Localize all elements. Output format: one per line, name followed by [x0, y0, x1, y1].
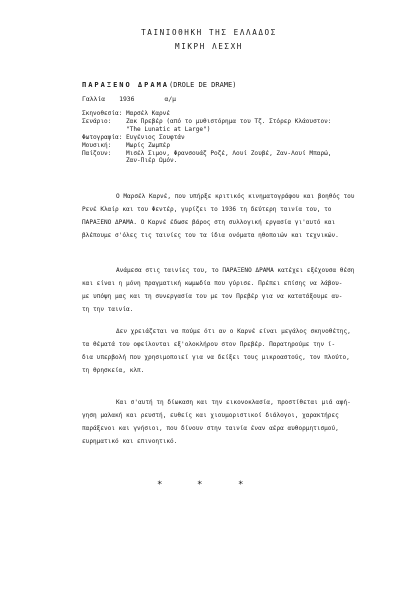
paragraph-line: τη θρησκεία, κλπ. — [82, 367, 145, 374]
archive-name: ΤΑΙΝΙΟΘΗΚΗ ΤΗΣ ΕΛΛΑΔΟΣ — [141, 28, 277, 37]
paragraph-1 — [82, 190, 372, 242]
credits-block — [82, 110, 331, 165]
paragraph-line: ευρηματικό και επινοητικό. — [82, 438, 178, 445]
paragraph-3 — [82, 325, 372, 377]
paragraph-line: Ρενέ Κλαίρ και του Φεντέρ, γυρίζει το 1936 τη δεύτερη ταινία του, το — [82, 206, 332, 213]
film-title — [82, 81, 236, 89]
credit-row-music — [82, 142, 331, 150]
credit-value: Ζαν-Πιέρ Ωμόν. — [126, 157, 178, 165]
paragraph-line: τη την ταινία. — [82, 306, 134, 313]
credit-value: Ευγένιος Σουφτάν — [126, 133, 185, 141]
asterisk: * — [157, 480, 163, 490]
paragraph-4 — [82, 396, 372, 448]
film-title-original: (DROLE DE DRAME) — [169, 81, 237, 89]
paragraph-line: Και σ'αυτή τη δίωκαση και την εικονοκλασία, προστίθεται μιά αφή- — [116, 399, 351, 406]
paragraph-line: δια υπερβολή που χρησιμοποιεί για να δείξει τους μικροαστούς, τον πλούτο, — [82, 354, 350, 361]
film-format: α/μ — [164, 95, 177, 103]
film-title-greek: ΠΑΡΑΞΕΝΟ ΔΡΑΜΑ — [82, 81, 170, 89]
credit-label: Σενάριο: — [82, 117, 112, 125]
credit-value: Μωρίς Ζωμπέρ — [126, 141, 171, 149]
credit-value: "The Lunatic at Large") — [126, 125, 211, 133]
film-year: 1936 — [119, 95, 135, 103]
credit-value: Μισέλ Σιμον, Φρανσουάζ Ροζέ, Λουί Ζουβέ, Ζαν-Λουί Μπαρώ, — [126, 149, 332, 157]
credit-row-screenplay-cont — [82, 126, 331, 134]
paragraph-line: με υπόψη μας και τη συνεργασία του με τον Πρεβέρ για να κατατάξουμε αυ- — [82, 293, 343, 300]
paragraph-line: Ο Μαρσέλ Καρνέ, που υπήρξε κριτικός κινηματογράφου και βοηθός του — [116, 193, 355, 200]
credit-value: Ζακ Πρεβέρ (από το μυθιστόρημα του Τζ. Στόρερ Κλάουστον: — [126, 117, 332, 125]
credit-label — [82, 126, 126, 134]
paragraph-line: τα θέματά του οφείλονται εξ'ολοκλήρου στον Πρεβέρ. Παρατηρούμε την ί- — [82, 341, 336, 348]
paragraph-line: ΠΑΡΑΞΕΝΟ ΔΡΑΜΑ. Ο Καρνέ έδωσε βάρος στη συλλογική εργασία γι'αυτό και — [82, 219, 336, 226]
credit-row-director — [82, 110, 331, 118]
credit-row-screenplay — [82, 118, 331, 126]
asterisk: * — [197, 480, 203, 490]
credit-label — [82, 157, 126, 165]
paragraph-2 — [82, 264, 372, 316]
credit-label: Σκηνοθεσία: — [82, 110, 123, 117]
film-meta — [82, 95, 176, 103]
film-country: Γαλλία — [82, 95, 106, 103]
credit-label: Παίζουν: — [82, 149, 112, 157]
paragraph-line: παράξενοι και γνήσιοι, που δίνουν στην ταινία έναν αέρα αυθορμητισμού, — [82, 425, 339, 432]
paragraph-line: και είναι η μόνη πραγματική κωμωδία που γύρισε. Πρέπει επίσης να λάβου- — [82, 280, 343, 287]
club-name: ΜΙΚΡΗ ΛΕΣΧΗ — [175, 42, 243, 51]
credit-row-photography — [82, 134, 331, 142]
paragraph-line: γηση μαλακή και ρευστή, ευθείς και χιουμοριστικοί διάλογοι, χαρακτήρες — [82, 412, 339, 419]
credit-label: Φωτογραφία: — [82, 133, 123, 141]
asterisk: * — [238, 480, 244, 490]
credit-row-cast-cont — [82, 157, 331, 165]
credit-row-cast — [82, 150, 331, 158]
paragraph-line: βλέπουμε σ'όλες τις ταινίες του τα ίδια ονόματα ηθοποιών και τεχνικών. — [82, 232, 339, 239]
paragraph-line: Ανάμεσα στις ταινίες του, το ΠΑΡΑΞΕΝΟ ΔΡΑΜΑ κατέχει εξέχουσα θέση — [116, 267, 355, 274]
credit-value: Μαρσέλ Καρνέ — [126, 110, 171, 117]
credit-label: Μουσική: — [82, 141, 112, 149]
paragraph-line: Δεν χρειάζεται να πούμε ότι αν ο Καρνέ είναι μεγάλος σκηνοθέτης, — [116, 328, 351, 335]
